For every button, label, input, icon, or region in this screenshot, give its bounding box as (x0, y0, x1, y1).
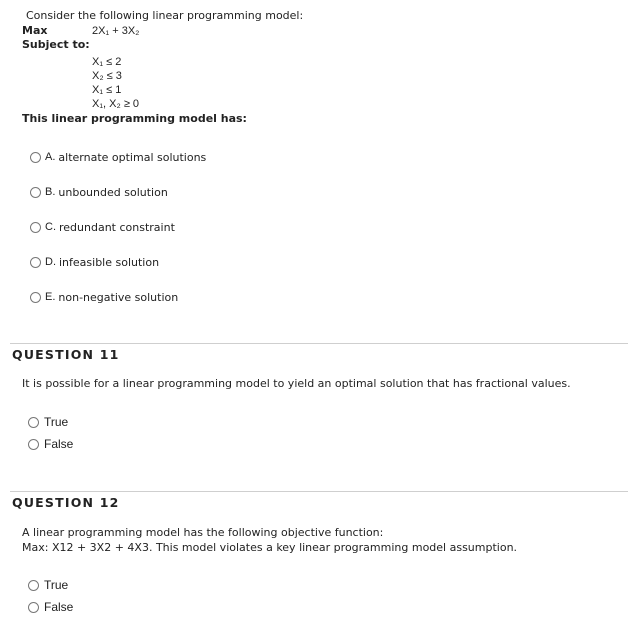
option-label: False (44, 437, 74, 451)
option-letter: C. (45, 221, 56, 233)
option-letter: B. (45, 186, 56, 198)
radio-button-icon[interactable] (28, 417, 39, 428)
radio-button-icon[interactable] (30, 187, 41, 198)
question-12-line-2: Max: X12 + 3X2 + 4X3. This model violates a key linear programming model assumption. (22, 541, 518, 554)
option-text: non-negative solution (58, 290, 179, 304)
option-e[interactable] (30, 290, 178, 304)
radio-button-icon[interactable] (30, 152, 41, 163)
constraint-nonneg: X₁, X₂ ≥ 0 (92, 98, 140, 110)
q12-option-false[interactable] (28, 600, 73, 614)
option-text: infeasible solution (59, 255, 160, 269)
option-letter: D. (45, 256, 56, 268)
option-d[interactable] (30, 255, 159, 269)
section-divider (10, 343, 628, 344)
constraint-3: X₁ ≤ 1 (92, 84, 122, 96)
q10-question: This linear programming model has: (22, 112, 247, 125)
option-text: unbounded solution (58, 185, 168, 199)
option-letter: A. (45, 151, 56, 163)
objective-function: 2X₁ + 3X₂ (92, 25, 140, 37)
constraint-2: X₂ ≤ 3 (92, 70, 122, 82)
question-12-line-1: A linear programming model has the following objective function: (22, 526, 384, 539)
subject-to-label: Subject to: (22, 38, 90, 51)
option-label: True (44, 415, 69, 429)
option-c[interactable] (30, 220, 175, 234)
option-label: False (44, 600, 74, 614)
radio-button-icon[interactable] (30, 257, 41, 268)
constraint-1: X₁ ≤ 2 (92, 56, 122, 68)
q11-option-true[interactable] (28, 415, 68, 429)
option-b[interactable] (30, 185, 168, 199)
max-label: Max (22, 24, 48, 37)
section-divider (10, 491, 628, 492)
q12-option-true[interactable] (28, 578, 68, 592)
option-letter: E. (45, 291, 56, 303)
radio-button-icon[interactable] (30, 222, 41, 233)
question-11-title: QUESTION 11 (12, 347, 120, 362)
question-11-text: It is possible for a linear programming model to yield an optimal solution that has fractional values. (22, 377, 571, 390)
q10-intro: Consider the following linear programming model: (26, 9, 304, 22)
radio-button-icon[interactable] (28, 602, 39, 613)
radio-button-icon[interactable] (28, 580, 39, 591)
option-label: True (44, 578, 69, 592)
q11-option-false[interactable] (28, 437, 73, 451)
radio-button-icon[interactable] (28, 439, 39, 450)
option-a[interactable] (30, 150, 206, 164)
option-text: redundant constraint (59, 220, 175, 234)
question-12-title: QUESTION 12 (12, 495, 120, 510)
radio-button-icon[interactable] (30, 292, 41, 303)
option-text: alternate optimal solutions (58, 150, 207, 164)
